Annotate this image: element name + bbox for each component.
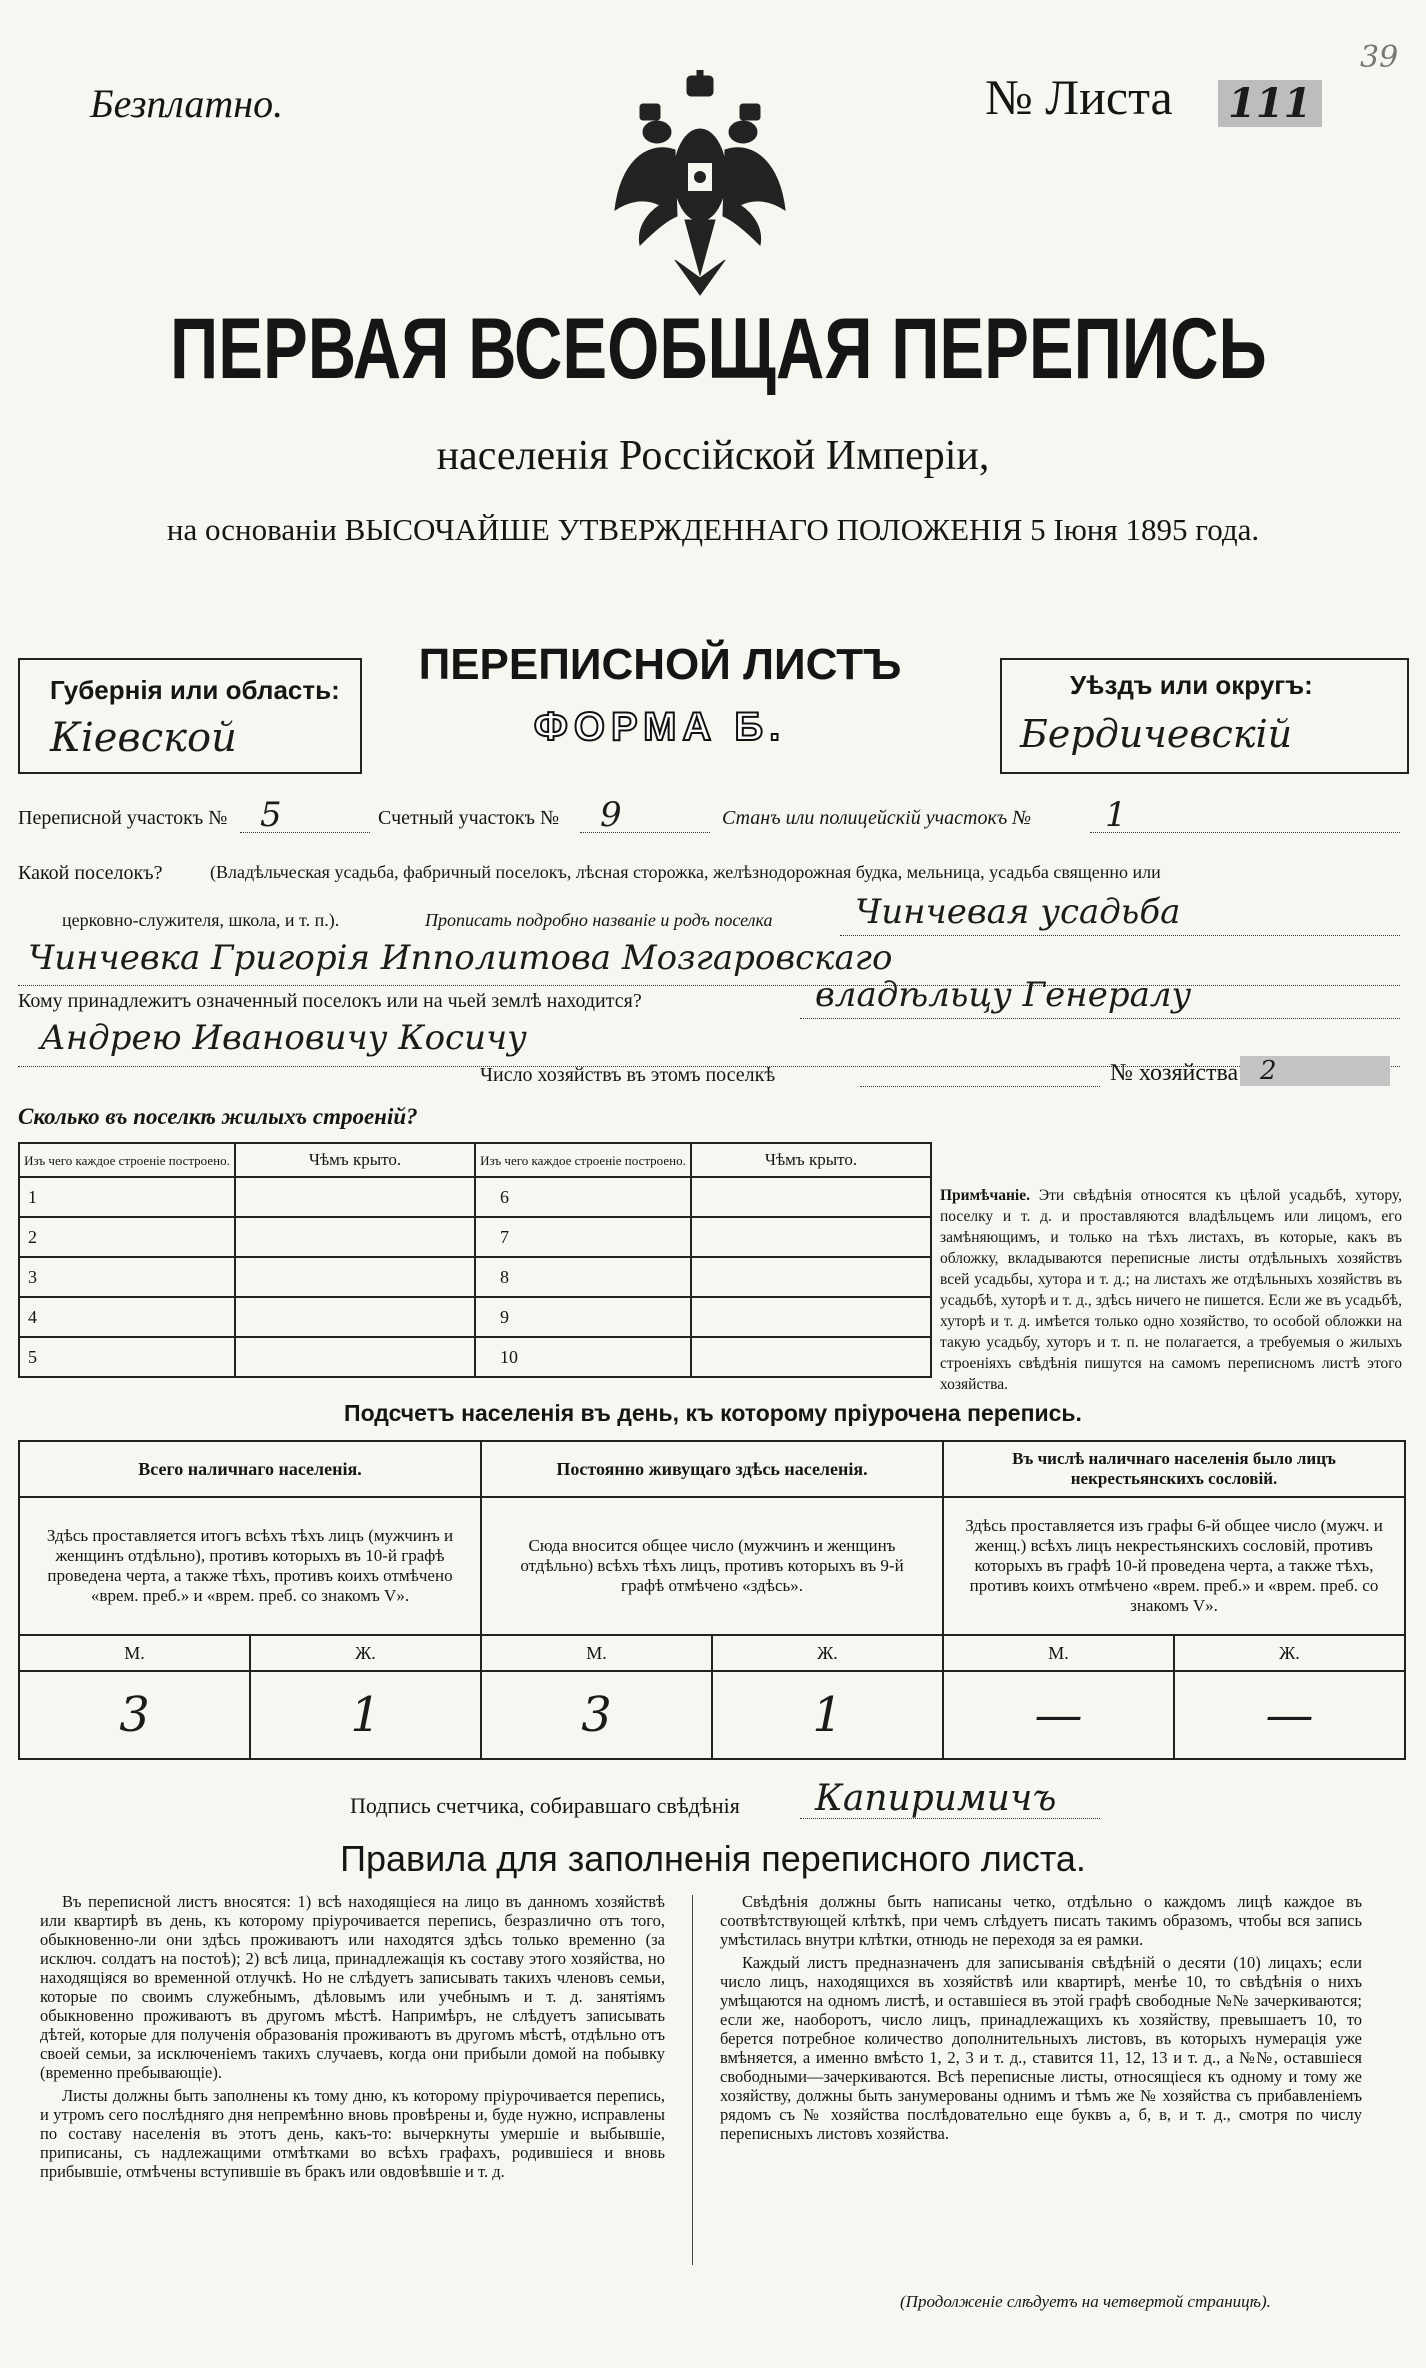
count-title: Подсчетъ населенія въ день, къ которому пріурочена перепись. bbox=[344, 1400, 1082, 1426]
households-label: Число хозяйствъ въ этомъ поселкѣ bbox=[480, 1064, 776, 1086]
rules-continued: (Продолженіе слѣдуетъ на четвертой страницѣ). bbox=[900, 2292, 1271, 2311]
table-row: 3 bbox=[19, 1257, 235, 1297]
note bbox=[940, 1185, 1402, 1395]
subtitle: населенія Россійской Имперіи, bbox=[436, 433, 990, 479]
census-plot-label: Переписной участокъ № bbox=[18, 807, 228, 829]
rules-title: Правила для заполненія переписного листа. bbox=[340, 1838, 1086, 1879]
sheet-number-value: 111 bbox=[1218, 80, 1322, 127]
settlement-hint-2: церковно-служителя, школа, и т. п.). bbox=[62, 910, 340, 930]
form-name: ПЕРЕПИСНОЙ ЛИСТЪ bbox=[418, 640, 902, 689]
rules-left-paragraph: Въ переписной листъ вносятся: 1) всѣ находящіеся на лицо въ данномъ хозяйствѣ или квартирѣ въ день, къ которому пріурочивается перепись, безразлично отъ того, обыкновенно-ли они здѣсь проживаютъ или находятся здѣсь только временно (за исключ. солдатъ на постоѣ); 2) всѣ лица, принадлежащія къ составу этого хозяйства, но находящіяся во временной отлучкѣ. Но не слѣдуетъ записывать такихъ членовъ семьи, которые по своимъ служебнымъ, дѣловымъ или учебнымъ и т. д. занятіямъ обыкновенно проживаютъ въ другомъ мѣстѣ. Напримѣръ, не слѣдуетъ записывать дѣтей, которые для полученія образованія проживаютъ въ другомъ мѣстѣ, отдѣльно отъ своей семьи, за исключеніемъ такихъ случаевъ, когда они прибыли домой на побывку (временно пребывающіе). bbox=[40, 1892, 665, 2082]
table-row: 9 bbox=[475, 1297, 691, 1337]
non-peasant-female-value: — bbox=[1174, 1671, 1405, 1759]
station-value: 1 bbox=[1105, 795, 1127, 835]
resident-female-value: 1 bbox=[712, 1671, 943, 1759]
form-letter: ФОРМА Б. bbox=[533, 705, 787, 749]
total-male-value: 3 bbox=[19, 1671, 250, 1759]
col3-text: Здѣсь проставляется изъ графы 6-й общее число (мужч. и женщ.) всѣхъ лицъ некрестьянскихъ сословій, противъ которыхъ въ графѣ 10-й проведена черта, а также тѣхъ, противъ коихъ отмѣчено «врем. преб.» и «врем. преб. со знакомъ V». bbox=[943, 1497, 1405, 1635]
col2-head: Постоянно живущаго здѣсь населенія. bbox=[481, 1441, 943, 1497]
free-label: Безплатно. bbox=[90, 81, 284, 126]
double-headed-eagle-emblem bbox=[605, 70, 795, 300]
regulation-basis: на основаніи ВЫСОЧАЙШЕ УТВЕРЖДЕННАГО ПОЛОЖЕНІЯ 5 Іюня 1895 года. bbox=[166, 512, 1260, 547]
col1-head: Всего наличнаго населенія. bbox=[19, 1441, 481, 1497]
table-row: 2 bbox=[19, 1217, 235, 1257]
signature-value: Капиримичъ bbox=[815, 1778, 1057, 1819]
non-peasant-male-value: — bbox=[943, 1671, 1174, 1759]
settlement-instruction: Прописать подробно названіе и родъ поселка bbox=[425, 910, 773, 930]
table-row: 10 bbox=[475, 1337, 691, 1377]
rules-left-paragraph: Листы должны быть заполнены къ тому дню, къ которому пріурочивается перепись, и утромъ сего послѣдняго дня непремѣнно вновь провѣрены и, буде нужно, исправлены по составу населенія въ этотъ день, какъ-то: вычеркнуты умершіе и выбывшіе, приписаны, съ надлежащими отмѣтками во всѣхъ графахъ, родившіеся и вновь прибывшіе, отмѣчены вступившіе въ бракъ или овдовѣвшіе и т. д. bbox=[40, 2086, 665, 2181]
counting-plot-label: Счетный участокъ № bbox=[378, 807, 560, 829]
settlement-value-2: Чинчевка Григорія Ипполитова Мозгаровскаго bbox=[28, 938, 893, 978]
table-row: 6 bbox=[475, 1177, 691, 1217]
district-value: Бердичевскій bbox=[1020, 712, 1293, 756]
settlement-value-1: Чинчевая усадьба bbox=[855, 892, 1181, 932]
station-label: Станъ или полицейскій участокъ № bbox=[722, 807, 1032, 829]
note-title: Примѣчаніе. bbox=[940, 1187, 1030, 1204]
col2-text: Сюда вносится общее число (мужчинъ и женщинъ отдѣльно) всѣхъ тѣхъ лицъ, противъ которыхъ въ 9-й графѣ отмѣчено «здѣсь». bbox=[481, 1497, 943, 1635]
rules-right-column bbox=[720, 1892, 1362, 2147]
col1-text: Здѣсь проставляется итогъ всѣхъ тѣхъ лицъ (мужчинъ и женщинъ отдѣльно), противъ которыхъ въ 10-й графѣ проведена черта, а также тѣхъ, противъ коихъ отмѣчено «врем. преб.» и «врем. преб. со знакомъ V». bbox=[19, 1497, 481, 1635]
total-female-value: 1 bbox=[250, 1671, 481, 1759]
rules-divider bbox=[692, 1895, 693, 2265]
owner-value-1: владѣльцу Генералу bbox=[815, 975, 1192, 1015]
rules-right-paragraph: Свѣдѣнія должны быть написаны четко, отдѣльно о каждомъ лицѣ каждое въ соотвѣтствующей клѣткѣ, при чемъ слѣдуетъ писать такимъ образомъ, чтобы вся запись умѣстилась внутри клѣтки, отнюдь не переходя за ея рамки. bbox=[720, 1892, 1362, 1949]
rules-right-paragraph: Каждый листъ предназначенъ для записыванія свѣдѣній о десяти (10) лицахъ; если число лицъ, находящихся въ хозяйствѣ или квартирѣ, менѣе 10, то свѣдѣнія о нихъ умѣщаются на одномъ листѣ, и оставшіеся въ этой графѣ свободные №№ зачеркиваются; если же, наоборотъ, число лицъ, принадлежащихъ къ хозяйству, превышаетъ 10, то берется потребное количество дополнительныхъ листовъ, въ которыхъ нумерація уже вмѣняется, а именно вмѣсто 1, 2, 3 и т. д., ставится 11, 12, 13 и т. д., а №№, оставшіеся свободными—зачеркиваются. Всѣ переписные листы, относящіеся къ одному и тому же хозяйству, должны быть занумерованы однимъ и тѣмъ же № хозяйства съ прибавленіемъ рядомъ съ № хозяйства послѣдовательно еще буквъ а, б, в, и т. д., смотря по числу переписныхъ листовъ хозяйства. bbox=[720, 1953, 1362, 2143]
sheet-number-label: № Листа bbox=[985, 69, 1173, 125]
main-title: ПЕРВАЯ ВСЕОБЩАЯ ПЕРЕПИСЬ bbox=[170, 301, 1267, 397]
population-count-table: Всего наличнаго населенія. Постоянно живущаго здѣсь населенія. Въ числѣ наличнаго населенія было лицъ некрестьянскихъ сословій. Здѣсь проставляется итогъ всѣхъ тѣхъ лицъ (мужчинъ и женщинъ отдѣльно), противъ которыхъ въ 10-й графѣ проведена черта, а также тѣхъ, противъ коихъ отмѣчено «врем. преб.» и «врем. преб. со знакомъ V». Сюда вносится общее число (мужчинъ и женщинъ отдѣльно) всѣхъ тѣхъ лицъ, противъ которыхъ въ 9-й графѣ отмѣчено «здѣсь». Здѣсь проставляется изъ графы 6-й общее число (мужч. и женщ.) всѣхъ лицъ некрестьянскихъ сословій, противъ которыхъ въ графѣ 10-й проведена черта, а также тѣхъ, противъ коихъ отмѣчено «врем. преб.» и «врем. преб. со знакомъ V». М. Ж. М. Ж. М. Ж. 3 1 3 1 — — bbox=[18, 1440, 1406, 1760]
settlement-label: Какой поселокъ? bbox=[18, 862, 163, 884]
buildings-label: Сколько въ поселкѣ жилыхъ строеній? bbox=[18, 1104, 418, 1129]
province-value: Кіевской bbox=[50, 715, 237, 761]
rules-left-column bbox=[40, 1892, 665, 2185]
signature-label: Подпись счетчика, собиравшаго свѣдѣнія bbox=[350, 1793, 740, 1818]
owner-value-2: Андрею Ивановичу Косичу bbox=[40, 1018, 527, 1058]
district-label: Уѣздъ или округъ: bbox=[1070, 670, 1313, 700]
province-label: Губернія или область: bbox=[50, 675, 340, 705]
household-number-label: № хозяйства bbox=[1110, 1060, 1239, 1086]
note-text: Эти свѣдѣнія относятся къ цѣлой усадьбѣ, хутору, поселку и т. д. и проставляются владѣльцемъ или лицомъ, его замѣняющимъ, и только на тѣхъ листахъ, въ которые, какъ въ обложку, вкладываются переписные листы отдѣльныхъ хозяйствъ всей усадьбы, хутора и т. д.; на листахъ же отдѣльныхъ хозяйствъ въ усадьбѣ, хуторѣ и т. д., здѣсь ничего не пишется. Если же въ усадьбѣ, хуторѣ и т. д. имѣется только одно хозяйство, то особой обложки на такую усадьбу, хуторъ и т. п. не полагается, а требуемыя о жилыхъ строеніяхъ свѣдѣнія пишутся на самомъ переписномъ листѣ этого хозяйства. bbox=[940, 1187, 1402, 1393]
table-row: 7 bbox=[475, 1217, 691, 1257]
table-row: 1 bbox=[19, 1177, 235, 1217]
col3-head: Въ числѣ наличнаго населенія было лицъ некрестьянскихъ сословій. bbox=[943, 1441, 1405, 1497]
owner-label: Кому принадлежитъ означенный поселокъ или на чьей землѣ находится? bbox=[18, 990, 642, 1012]
household-number-value: 2 bbox=[1240, 1056, 1390, 1086]
table-row: 5 bbox=[19, 1337, 235, 1377]
table-row: 4 bbox=[19, 1297, 235, 1337]
table-row: 8 bbox=[475, 1257, 691, 1297]
counting-plot-value: 9 bbox=[600, 795, 622, 835]
census-plot-value: 5 bbox=[260, 795, 282, 835]
resident-male-value: 3 bbox=[481, 1671, 712, 1759]
corner-mark: 39 bbox=[1360, 40, 1399, 75]
buildings-table: Изъ чего каждое строеніе построено. Чѣмъ крыто. Изъ чего каждое строеніе построено. Чѣмъ крыто. 1 6 2 7 3 8 4 9 5 10 bbox=[18, 1142, 932, 1378]
settlement-hint: (Владѣльческая усадьба, фабричный поселокъ, лѣсная сторожка, желѣзнодорожная будка, мельница, усадьба священно или bbox=[210, 862, 1161, 882]
